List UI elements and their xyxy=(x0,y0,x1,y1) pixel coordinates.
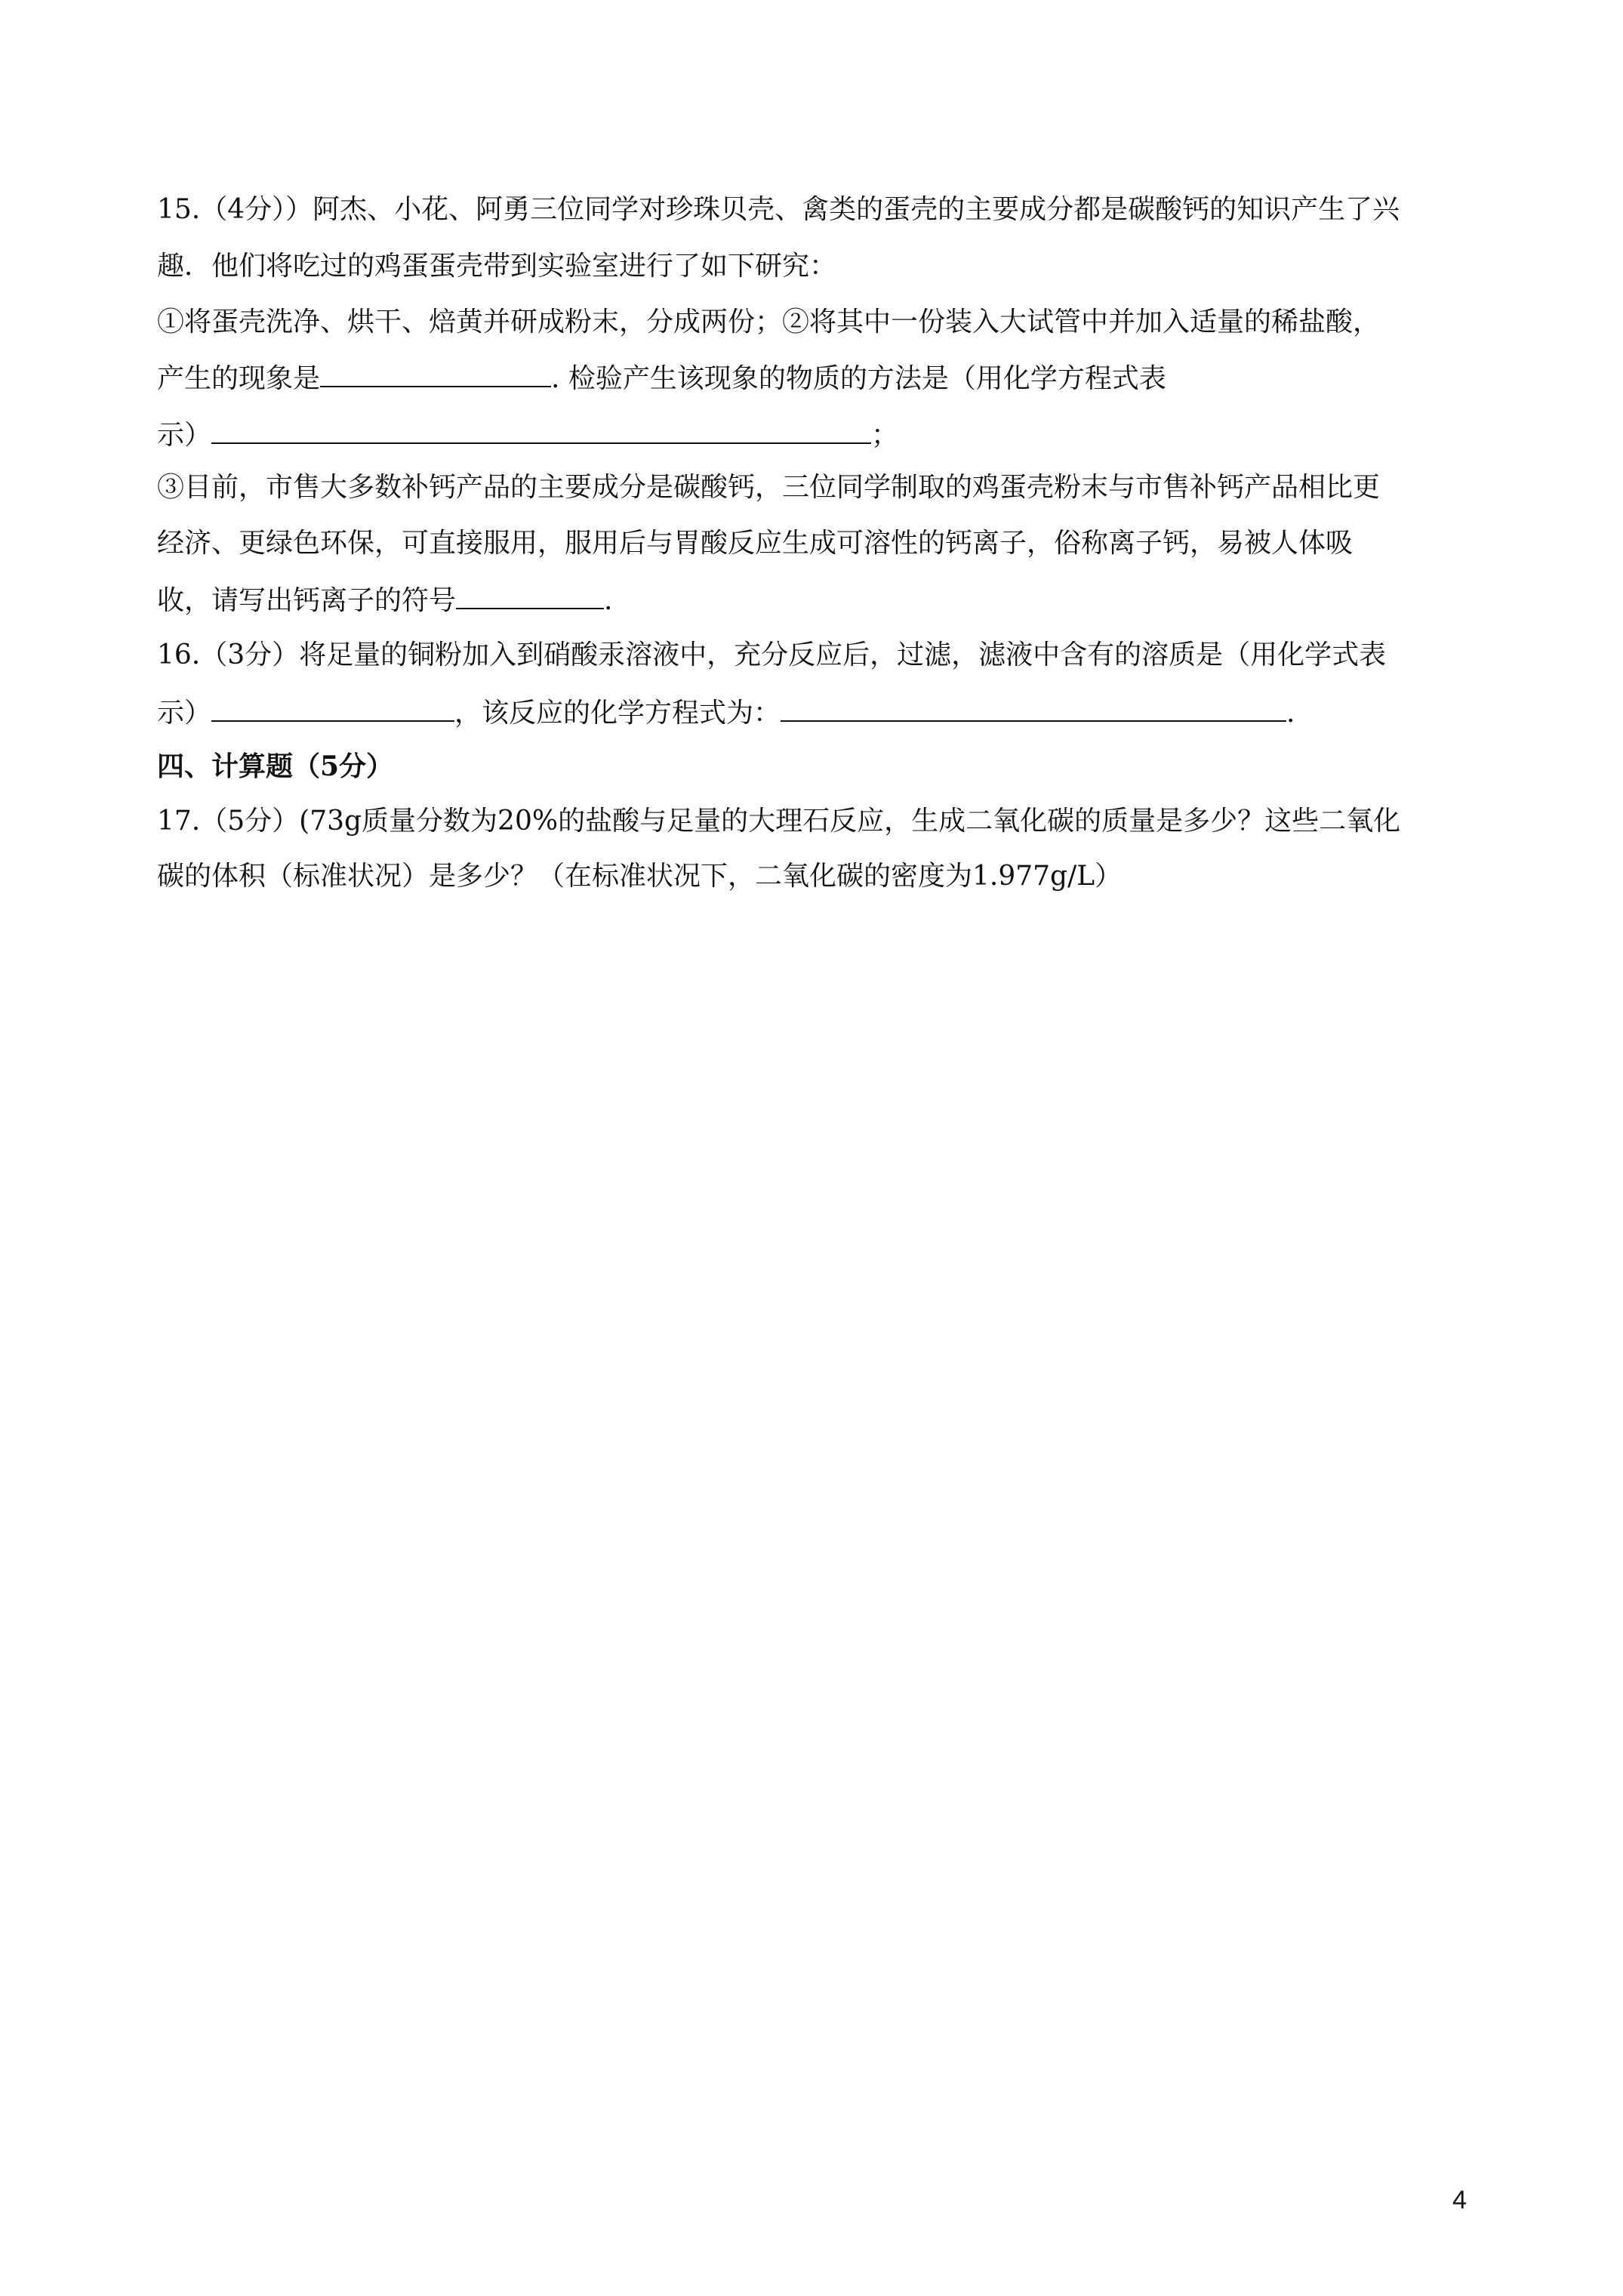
answer-blank-phenomenon[interactable] xyxy=(320,360,551,387)
q17-line-1: 17.（5分）(73g质量分数为20%的盐酸与足量的大理石反应，生成二氧化碳的质量是多少？这些二氧化 xyxy=(157,806,1401,837)
q15-line-2: 趣．他们将吃过的鸡蛋蛋壳带到实验室进行了如下研究： xyxy=(157,251,837,282)
answer-blank-solute[interactable] xyxy=(211,695,454,722)
q15-line-8 xyxy=(157,582,612,618)
q15-line-3: ①将蛋壳洗净、烘干、焙黄并研成粉末，分成两份；②将其中一份装入大试管中并加入适量的稀盐酸， xyxy=(157,307,1381,337)
q15-line-4-text-b: . 检验产生该现象的物质的方法是（用化学方程式表 xyxy=(551,363,1166,394)
q16-line-2-text-b: ，该反应的化学方程式为： xyxy=(454,698,781,729)
page-number: 4 xyxy=(1452,2186,1467,2214)
answer-blank-equation[interactable] xyxy=(211,417,871,444)
q15-line-8-text-a: 收，请写出钙离子的符号 xyxy=(157,585,457,616)
q15-line-4-text-a: 产生的现象是 xyxy=(157,363,321,394)
q15-line-4 xyxy=(157,360,1166,396)
q17-line-2: 碳的体积（标准状况）是多少？（在标准状况下，二氧化碳的密度为1.977g/L） xyxy=(157,861,1123,892)
q16-line-1: 16.（3分）将足量的铜粉加入到硝酸汞溶液中，充分反应后，过滤，滤液中含有的溶质是（用化学式表 xyxy=(157,639,1387,670)
q15-line-7: 经济、更绿色环保，可直接服用，服用后与胃酸反应生成可溶性的钙离子，俗称离子钙，易被人体吸 xyxy=(157,528,1354,559)
answer-blank-reaction-equation[interactable] xyxy=(781,695,1286,722)
q16-line-2-text-a: 示） xyxy=(157,698,212,729)
q15-line-1: 15.（4分））阿杰、小花、阿勇三位同学对珍珠贝壳、禽类的蛋壳的主要成分都是碳酸钙的知识产生了兴 xyxy=(157,194,1400,225)
q15-line-5-text-b: ； xyxy=(871,420,899,451)
q16-line-2-text-c: . xyxy=(1286,698,1295,729)
q15-line-5-text-a: 示） xyxy=(157,420,212,451)
q15-line-5 xyxy=(157,417,898,452)
q15-line-6: ③目前，市售大多数补钙产品的主要成分是碳酸钙，三位同学制取的鸡蛋壳粉末与市售补钙产品相比更 xyxy=(157,472,1381,503)
answer-blank-calcium-ion[interactable] xyxy=(456,582,604,609)
q16-line-2 xyxy=(157,695,1295,730)
section-heading-calculation: 四、计算题（5分） xyxy=(157,750,394,782)
q15-line-8-text-b: . xyxy=(604,585,613,616)
